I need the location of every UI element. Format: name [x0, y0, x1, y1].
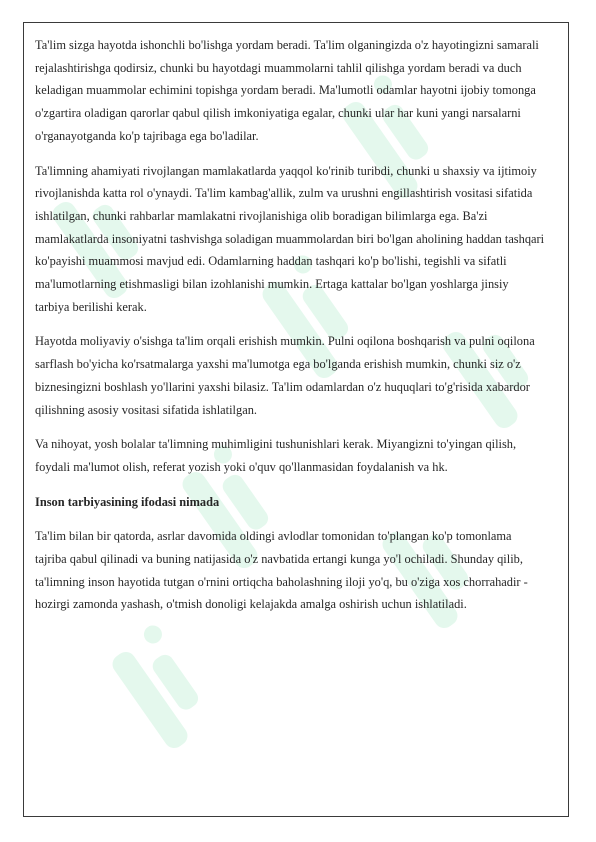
paragraph-2: Ta'limning ahamiyati rivojlangan mamlakatlarda yaqqol ko'rinib turibdi, chunki u shaxsiy va ijtimoiy rivojlanishda katta rol o'ynaydi. Ta'lim kambag'allik, zulm va urushni engillashtirish vositasi sifatida ishlatilgan, chunki rahbarlar mamlakatni rivojlanishiga olib boradigan bilimlarga ega. Ba'zi mamlakatlarda insoniyatni tashvishga soladigan muammolardan biri bo'lgan aholining haddan tashqari ko'payishi muammosi mavjud edi. Odamlarning haddan tashqari ko'p bo'lishi, tegishli va sifatli ma'lumotlarning etishmasligi bilan izohlanishi mumkin. Ertaga kattalar bo'lgan yoshlarga jinsiy tarbiya berilishi kerak.: [35, 163, 545, 314]
paragraph-4: Va nihoyat, yosh bolalar ta'limning muhimligini tushunishlari kerak. Miyangizni to'yingan qilish, foydali ma'lumot olish, referat yozish yoki o'quv qo'llanmasidan foydalanish va hk.: [35, 437, 517, 474]
document-body: [35, 34, 545, 628]
paragraph-1: Ta'lim sizga hayotda ishonchli bo'lishga yordam beradi. Ta'lim olganingizda o'z hayotingizni samarali rejalashtirishga qodirsiz, chunki bu hayotdagi muammolarni tahlil qilishga yordam beradi va duch keladigan muammolar echimini topishga yordam beradi. Ma'lumotli odamlar hayotni ijobiy tomonga o'zgartira oladigan qarorlar qabul qilish imkoniyatiga egalar, chunki ular har kuni yangi narsalarni o'rganayotganda ko'p tajribaga ega bo'ladilar.: [35, 38, 539, 143]
paragraph-3: Hayotda moliyaviy o'sishga ta'lim orqali erishish mumkin. Pulni oqilona boshqarish va pulni oqilona sarflash bo'yicha ko'rsatmalarga yaxshi ma'lumotga ega bo'lganda erishish mumkin, chunki siz o'z biznesingizni boshlash yo'llarini yaxshi bilasiz. Ta'lim odamlardan o'z huquqlari to'g'risida xabardor qilishning asosiy vositasi sifatida ishlatilgan.: [35, 334, 535, 417]
paragraph-5: Ta'lim bilan bir qatorda, asrlar davomida oldingi avlodlar tomonidan to'plangan ko'p tomonlama tajriba qabul qilinadi va buning natijasida o'z navbatida ertangi kunga yo'l ochiladi. Shunday qilib, ta'limning inson hayotida tutgan o'rnini ortiqcha baholashning iloji yo'q, bu o'ziga xos chorrahadir - hozirgi zamonda yashash, o'tmish donoligi kelajakda amalga oshirish uchun ishlatiladi.: [35, 529, 528, 612]
section-heading: Inson tarbiyasining ifodasi nimada: [35, 494, 220, 509]
